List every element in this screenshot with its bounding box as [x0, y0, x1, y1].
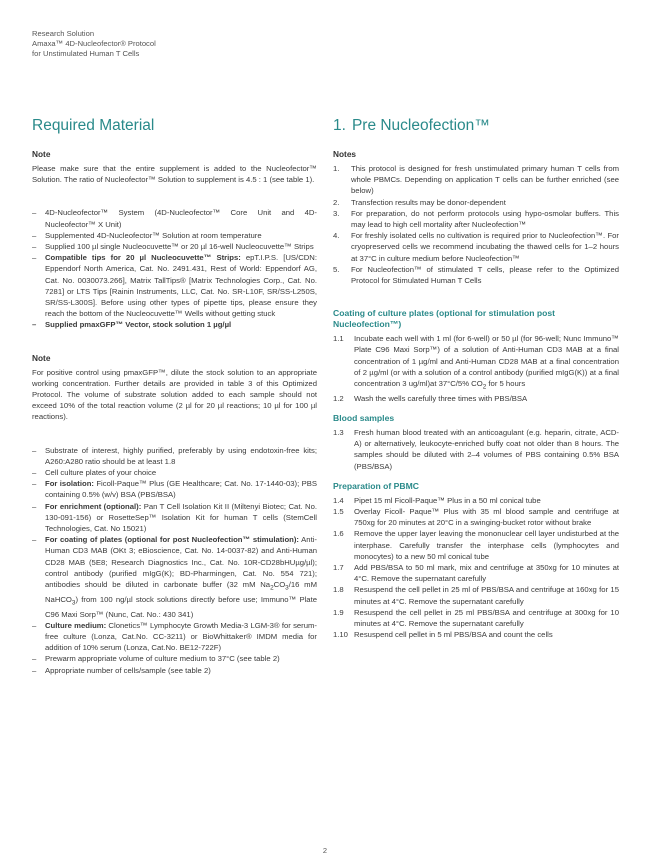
- header-line-1: Research Solution: [32, 29, 95, 38]
- list-item: [333, 197, 619, 208]
- step-text: Overlay Ficoll- Paque™ Plus with 35 ml blood sample and centrifuge at 750xg for 20 minutes at 20°C in a swinging-bucket rotor without brake: [354, 507, 619, 528]
- step-item: [333, 393, 619, 404]
- list-item-text: Pan T Cell Isolation Kit II (Miltenyi Biotec; Cat. No. 130-091-156) or RosetteSep™ Isolation Kit for human T cells (StemCell Technologies, Cat. No 15021): [45, 501, 317, 534]
- step-number: 1.9: [333, 607, 344, 617]
- list-item: – 4D-Nucleofector™ System (4D-Nucleofector™ Core Unit and 4D-Nucleofector™ X Unit): [32, 207, 317, 229]
- header-line-3: for Unstimulated Human T Cells: [32, 49, 140, 58]
- step-number: 1.5: [333, 507, 344, 516]
- list-item: [333, 208, 619, 230]
- step-item: [333, 528, 619, 562]
- step-item: [333, 584, 619, 606]
- left-column: [32, 116, 317, 676]
- note-text: For positive control using pmaxGFP™, dilute the stock solution to an appropriate working concentration. Further details are provided in table 3 of this Optimized Protocol. The volume of substrate solution added to each sample should not exceed 10% of the total reaction volume (2 µl for 20 µl reactions; 10 µl for 100 µl reactions).: [32, 367, 317, 422]
- coating-steps: [333, 333, 619, 404]
- materials-list: [32, 207, 317, 330]
- step-text: Incubate each well with 1 ml (for 6-well) or 50 µl (for 96-well; Nunc Immuno™ Plate C96 Maxi Sorp™) of a solution of Anti-Human CD3 MAB at a final concentration of 1 µg/ml and Anti-Human CD28 MAB at a final concentration of 2 µg/ml (or with a solution of a control antibody (purified mIgG(K)) at a final concentration 3 ug/ml)at 37°C/5% CO: [354, 334, 619, 389]
- step-text: Resuspend cell pellet in 5 ml PBS/BSA and count the cells: [354, 630, 553, 640]
- step-number: 1.3: [333, 427, 344, 437]
- step-number: 1.2: [333, 393, 344, 403]
- item-text: For Nucleofection™ of stimulated T cells, please refer to the Optimized Protocol for Stimulated Human T Cells: [351, 264, 619, 286]
- list-item: – Appropriate number of cells/sample (see table 2): [32, 665, 317, 676]
- list-item: [32, 620, 317, 654]
- note-heading: Note: [32, 149, 51, 159]
- step-item: [333, 607, 619, 629]
- list-item: [32, 478, 317, 500]
- reagents-list: [32, 445, 317, 676]
- section-number: 1.: [333, 117, 346, 134]
- step-text: Wash the wells carefully three times with PBS/BSA: [354, 393, 528, 403]
- header-line-2: Amaxa™ 4D-Nucleofector® Protocol: [32, 39, 156, 48]
- step-text: Pipet 15 ml Ficoll-Paque™ Plus in a 50 ml conical tube: [354, 495, 541, 505]
- list-item: [333, 264, 619, 286]
- notes-list: [333, 163, 619, 286]
- list-item-text: Ficoll-Paque™ Plus (GE Healthcare; Cat. No. 17-1440-03); PBS containing 0.5% (w/v) BSA (PBS/BSA): [45, 479, 317, 500]
- required-material-title: Required Material: [32, 117, 155, 134]
- list-item: [333, 163, 619, 197]
- list-item-bold: For coating of plates (optional for post Nucleofection™ stimulation):: [45, 535, 299, 545]
- step-text: Remove the upper layer leaving the mononuclear cell layer undisturbed at the interphase. Carefully transfer the interphase cells (lymphocytes and monocytes) to a new 50 ml conical tube: [354, 529, 619, 561]
- right-column: [333, 116, 619, 640]
- note-text: Please make sure that the entire supplement is added to the Nucleofector™ Solution. The ratio of Nucleofector™ Solution to supplement is 4.5 : 1 (see table 1).: [32, 164, 317, 185]
- subscript: 3: [71, 599, 76, 607]
- list-item: [32, 252, 317, 319]
- step-item: [333, 427, 619, 472]
- step-item: [333, 562, 619, 584]
- item-number: 2.: [333, 197, 340, 207]
- item-number: 3.: [333, 208, 340, 218]
- pre-nucleofection-title: [333, 116, 619, 136]
- step-number: 1.10: [333, 630, 348, 640]
- step-number: 1.7: [333, 563, 344, 573]
- notes-heading: Notes: [333, 149, 357, 159]
- list-item-text: epT.I.P.S. [US/CDN: Eppendorf North America, Cat. No. 2491.431, Rest of World: Eppendorf AG, Cat. No. 0030073.266], Matrix TallTips® [Matrix Technologies Corp., Cat. No. 7281] or LTS Tips [Rainin Instruments, LLC, Cat. No. SR-L10F, SR/SS-L250S, SR/SS-L300S]. Before using other types of pipette tips, please ensure they reach the bottom of the Nucleocuvette™ Wells without getting stuck: [45, 253, 317, 319]
- subscript: 2: [270, 584, 274, 592]
- pbmc-heading: Preparation of PBMC: [333, 480, 419, 491]
- step-item: [333, 495, 619, 506]
- item-number: 4.: [333, 231, 340, 241]
- list-item-text: /16 mM NaHCO: [45, 580, 317, 604]
- list-item-text: CO: [273, 580, 286, 590]
- section-title: Pre Nucleofection™: [351, 117, 490, 134]
- list-item: – Cell culture plates of your choice: [32, 467, 317, 478]
- step-item: [333, 629, 619, 640]
- list-item: – Prewarm appropriate volume of culture medium to 37°C (see table 2): [32, 653, 317, 664]
- item-text: This protocol is designed for fresh unstimulated primary human T cells from whole PBMCs. Depending on application T cells can be further enriched (see below): [351, 164, 619, 196]
- item-number: 5.: [333, 264, 340, 274]
- list-item: – Supplied 100 µl single Nucleocuvette™ or 20 µl 16-well Nucleocuvette™ Strips: [32, 241, 317, 252]
- step-text: for 5 hours: [486, 379, 526, 389]
- list-item: – Substrate of interest, highly purified, preferably by using endotoxin-free kits; A260:A280 ratio should be at least 1.8: [32, 445, 317, 467]
- step-item: [333, 506, 619, 528]
- note-heading: Note: [32, 352, 51, 363]
- item-text: Transfection results may be donor-dependent: [351, 197, 506, 207]
- step-text: Add PBS/BSA to 50 ml mark, mix and centrifuge at 350xg for 10 minutes at 4°C. Remove the supernatant carefully: [354, 563, 619, 584]
- item-text: For freshly isolated cells no cultivation is required prior to Nucleofection™. For cryopreserved cells we recommend incubating the thawed cells for 1–2 hours at 37°C in culture medium before Nucleofection™: [351, 231, 619, 263]
- item-text: For preparation, do not perform protocols using hypo-osmolar buffers. This may lead to high cell mortality after Nucleofection™: [351, 208, 619, 230]
- list-item: [32, 534, 317, 619]
- list-item: – Supplemented 4D-Nucleofector™ Solution at room temperature: [32, 230, 317, 241]
- list-item: – Supplied pmaxGFP™ Vector, stock solution 1 µg/µl: [32, 319, 317, 330]
- list-item-text: Anti-Human CD3 MAB (OKt 3; eBioscience, Cat. No. 14-0037-82) and Anti-Human CD28 MAB (5E8; Research Diagnostics Inc., Cat. No. 10R-CD28bHUµg/µl); control antibody (purified mIgG(K); BD-Pharmingen, Cat. No. 554 721); antibodies should be diluted in carbonate buffer (32 mM Na: [45, 535, 317, 590]
- step-item: [333, 333, 619, 393]
- list-item-bold: For isolation:: [45, 479, 94, 489]
- list-item-text: Clonetics™ Lymphocyte Growth Media-3 LGM-3® for serum-free culture (Lonza, Cat.No. CC-3211) or BioWhittaker® IMDM media for addition of 10% serum (Lonza, Cat.No. BE12-722F): [45, 620, 317, 653]
- pbmc-steps: [333, 495, 619, 641]
- list-item-bold: Culture medium:: [45, 620, 107, 630]
- step-number: 1.4: [333, 495, 344, 505]
- blood-steps: [333, 427, 619, 472]
- item-number: 1.: [333, 164, 340, 173]
- coating-heading: Coating of culture plates (optional for stimulation post Nucleofection™): [333, 308, 556, 330]
- blood-samples-heading: Blood samples: [333, 412, 395, 423]
- list-item-bold: For enrichment (optional):: [45, 501, 142, 511]
- page-number: 2: [322, 846, 328, 855]
- step-number: 1.6: [333, 529, 344, 539]
- step-number: 1.8: [333, 585, 344, 595]
- list-item: [333, 230, 619, 264]
- step-text: Resuspend the cell pellet in 25 ml of PBS/BSA and centrifuge at 160xg for 15 minutes at 4°C. Remove the supernatant carefully: [354, 585, 619, 606]
- document-header: [32, 29, 156, 59]
- list-item-bold: Compatible tips for 20 µl Nucleocuvette™ Strips:: [45, 253, 241, 263]
- subscript: 3: [285, 584, 289, 592]
- list-item: [32, 501, 317, 535]
- step-text: Resuspend the cell pellet in 25 ml PBS/BSA and centrifuge at 300xg for 10 minutes at 4°C. Remove the supernatant carefully: [354, 607, 619, 629]
- step-text: Fresh human blood treated with an anticoagulant (e.g. heparin, citrate, ACD-A) or alternatively, leukocyte-enriched buffy coat not older than 8 hours. The samples should be diluted with 2–4 volumes of PBS containing 0.5% BSA (PBS/BSA): [354, 427, 619, 471]
- subscript: 2: [482, 383, 487, 391]
- list-item-text: ) from 100 ng/µl stock solutions directly before use; Immuno™ Plate C96 Maxi Sorp™ (Nunc, Cat. No.: 430 341): [45, 594, 317, 619]
- step-number: 1.1: [333, 334, 344, 344]
